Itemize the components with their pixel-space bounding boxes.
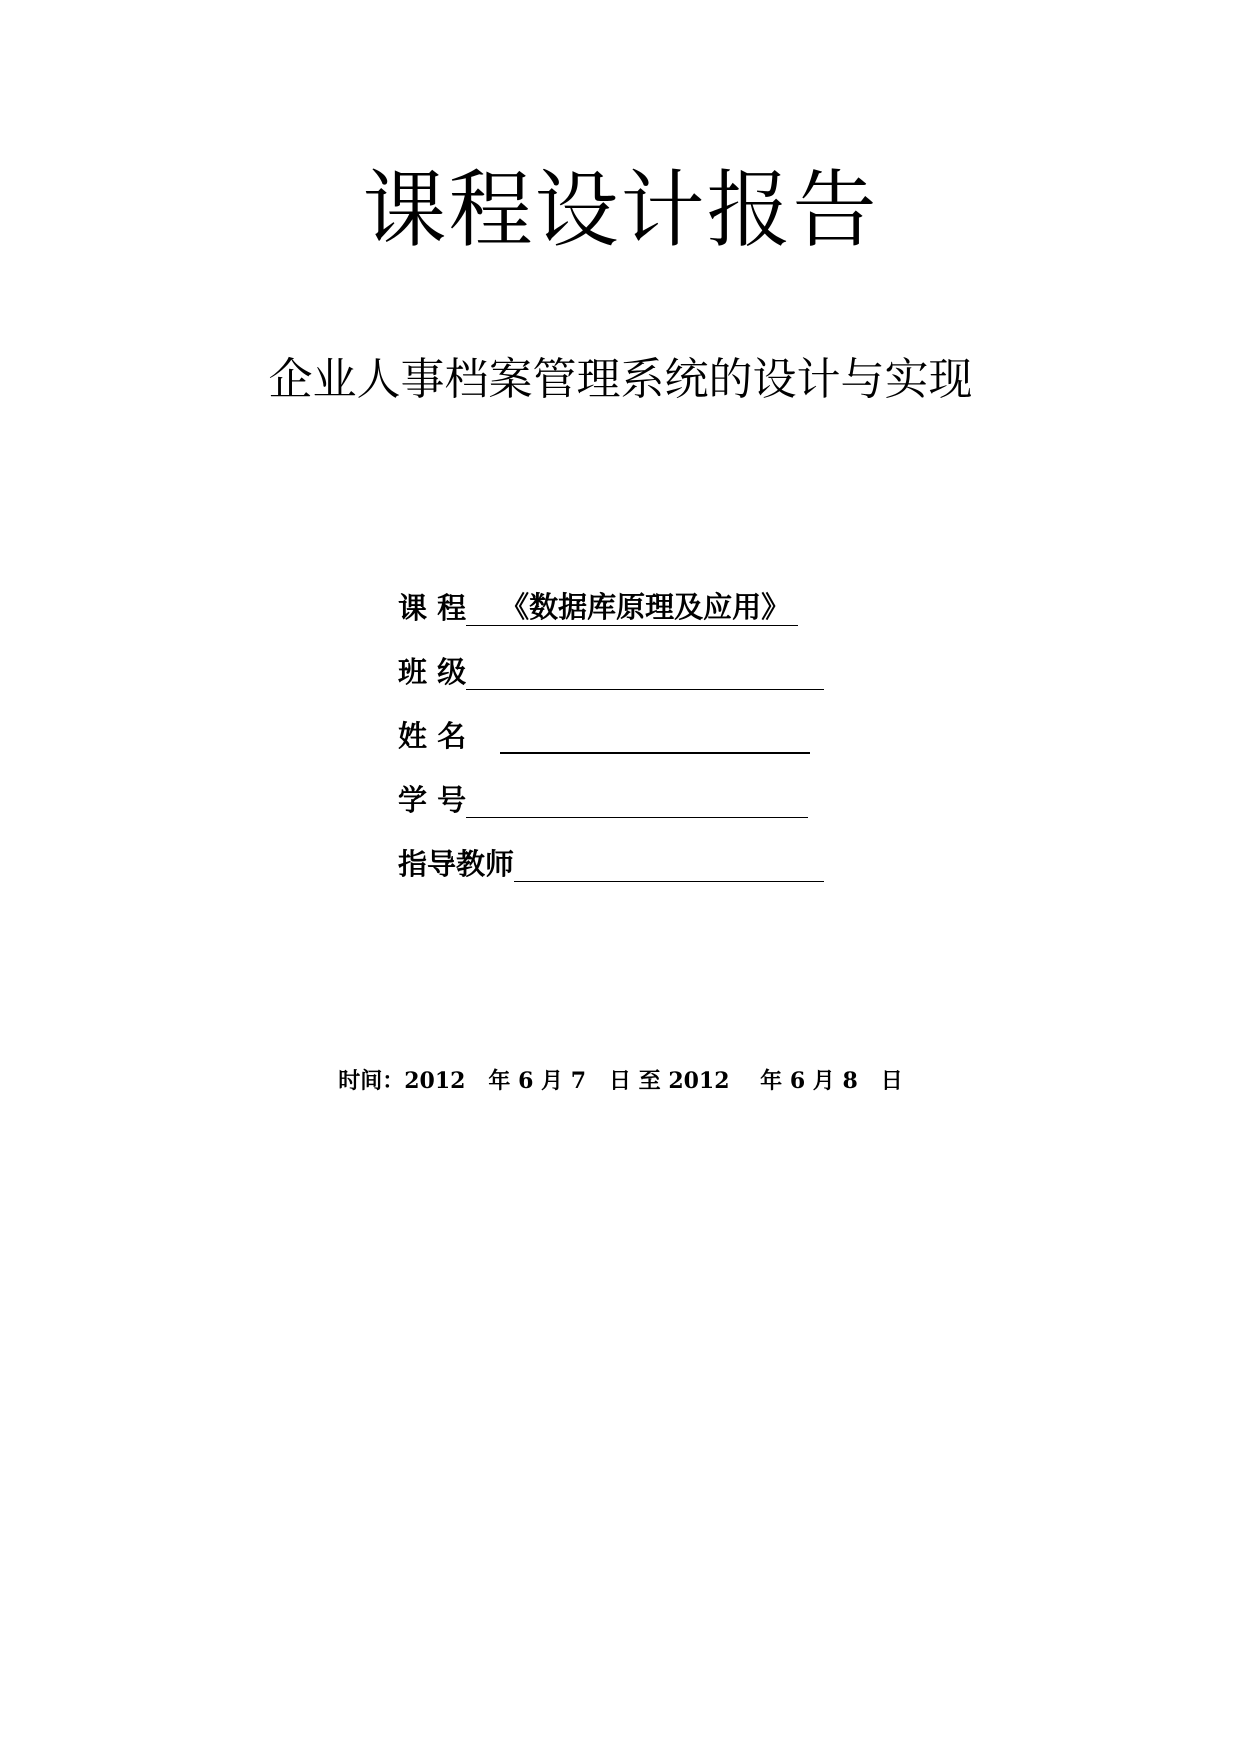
class-row <box>398 650 824 690</box>
course-row <box>398 586 798 626</box>
course-label: 课 程 <box>398 591 467 625</box>
class-label: 班 级 <box>398 655 467 689</box>
student-id-label: 学 号 <box>398 783 467 817</box>
advisor-label: 指导教师 <box>398 847 515 881</box>
report-subtitle: 企业人事档案管理系统的设计与实现 <box>268 354 973 405</box>
report-title: 课程设计报告 <box>362 161 879 259</box>
advisor-underline[interactable] <box>514 846 824 882</box>
course-underline <box>466 590 798 626</box>
student-id-underline[interactable] <box>466 782 808 818</box>
class-underline[interactable] <box>466 654 824 690</box>
course-value: 《数据库原理及应用》 <box>500 590 791 624</box>
advisor-row <box>398 842 824 882</box>
name-row <box>398 714 810 754</box>
student-id-row <box>398 778 808 818</box>
name-underline[interactable] <box>500 718 810 754</box>
date-range: 时间：2012 年 6 月 7 日 至 2012 年 6 月 8 日 <box>338 1068 903 1094</box>
name-label: 姓 名 <box>398 719 467 753</box>
